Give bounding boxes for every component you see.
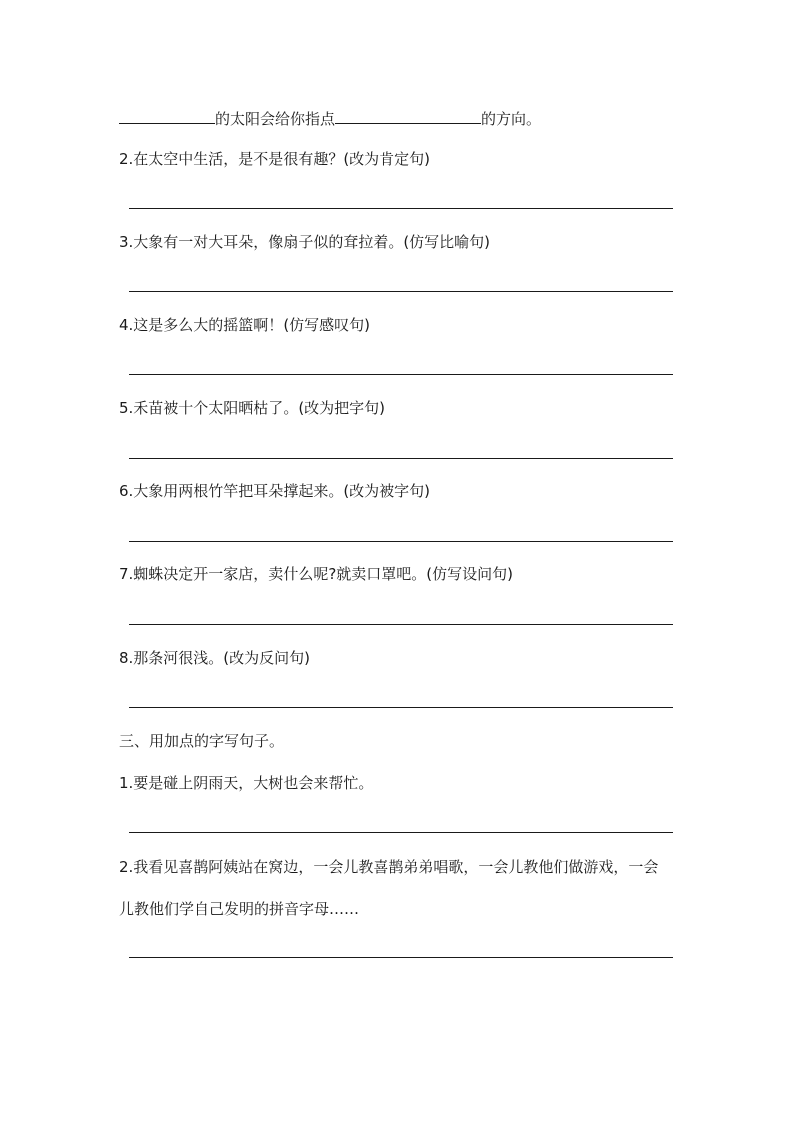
answer-line-s3-2[interactable] bbox=[129, 957, 673, 958]
question-2: 2.在太空中生活，是不是很有趣？(改为肯定句) bbox=[119, 150, 431, 168]
question-5: 5.禾苗被十个太阳晒枯了。(改为把字句) bbox=[119, 399, 386, 417]
question-3: 3.大象有一对大耳朵，像扇子似的耷拉着。(仿写比喻句) bbox=[119, 233, 491, 251]
section-three-item-2-line-2: 儿教他们学自己发明的拼音字母…… bbox=[119, 900, 360, 918]
question-4: 4.这是多么大的摇篮啊！(仿写感叹句) bbox=[119, 316, 371, 334]
answer-line-8[interactable] bbox=[129, 707, 673, 708]
section-three-heading: 三、用加点的字写句子。 bbox=[119, 732, 285, 750]
answer-line-6[interactable] bbox=[129, 541, 673, 542]
fill-sentence bbox=[119, 107, 541, 129]
answer-line-4[interactable] bbox=[129, 374, 673, 375]
blank-1[interactable] bbox=[119, 107, 215, 124]
answer-line-7[interactable] bbox=[129, 624, 673, 625]
section-three-item-2-line-1: 2.我看见喜鹊阿姨站在窝边，一会儿教喜鹊弟弟唱歌，一会儿教他们做游戏，一会 bbox=[119, 858, 659, 876]
answer-line-3[interactable] bbox=[129, 291, 673, 292]
question-8: 8.那条河很浅。(改为反问句) bbox=[119, 649, 311, 667]
blank-2[interactable] bbox=[335, 107, 481, 124]
section-three-item-1: 1.要是碰上阴雨天，大树也会来帮忙。 bbox=[119, 774, 374, 792]
fill-sentence-mid: 的太阳会给你指点 bbox=[215, 110, 336, 128]
fill-sentence-end: 的方向。 bbox=[481, 110, 542, 128]
answer-line-s3-1[interactable] bbox=[129, 832, 673, 833]
answer-line-5[interactable] bbox=[129, 458, 673, 459]
question-6: 6.大象用两根竹竿把耳朵撑起来。(改为被字句) bbox=[119, 482, 431, 500]
question-7: 7.蜘蛛决定开一家店，卖什么呢?就卖口罩吧。(仿写设问句) bbox=[119, 565, 513, 583]
answer-line-2[interactable] bbox=[129, 208, 673, 209]
